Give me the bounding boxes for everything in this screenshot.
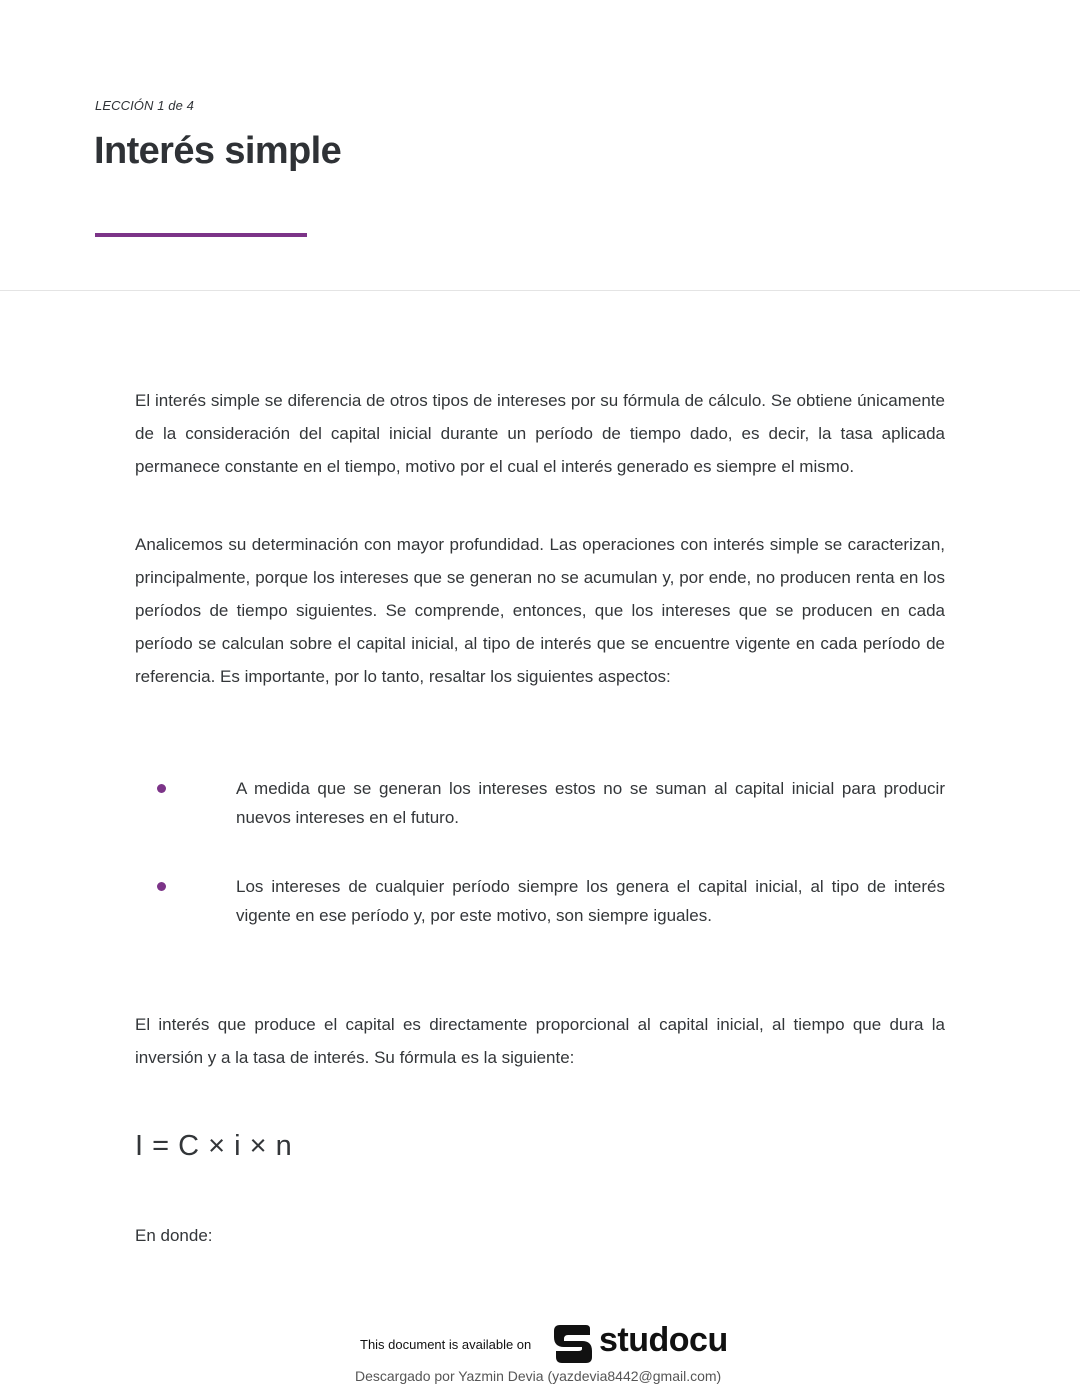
list-item	[135, 774, 945, 832]
lesson-header	[0, 0, 1080, 291]
studocu-brand[interactable]: studocu	[599, 1321, 728, 1359]
where-label: En donde:	[135, 1226, 213, 1245]
available-on-text: This document is available on	[360, 1337, 532, 1352]
aspects-list	[135, 774, 945, 970]
bullet-icon	[157, 784, 166, 793]
list-item-text: Los intereses de cualquier período siempre los genera el capital inicial, al tipo de interés vigente en ese período y, por este motivo, son siempre iguales.	[236, 877, 945, 925]
downloaded-by-text: Descargado por Yazmin Devia (yazdevia8442@gmail.com)	[355, 1368, 722, 1384]
studocu-logo-icon[interactable]	[552, 1323, 594, 1365]
paragraph-analysis: Analicemos su determinación con mayor profundidad. Las operaciones con interés simple se caracterizan, principalmente, porque los intereses que se generan no se acumulan y, por ende, no producen renta en los períodos de tiempo siguientes. Se comprende, entonces, que los intereses que se producen en cada período se calculan sobre el capital inicial, al tipo de interés que se encuentre vigente en cada período de referencia. Es importante, por lo tanto, resaltar los siguientes aspectos:	[135, 535, 945, 686]
paragraph-intro: El interés simple se diferencia de otros tipos de intereses por su fórmula de cálculo. Se obtiene únicamente de la consideración del capital inicial durante un período de tiempo dado, es decir, la tasa aplicada permanece constante en el tiempo, motivo por el cual el interés generado es siempre el mismo.	[135, 391, 945, 476]
list-item	[135, 872, 945, 930]
studocu-footer	[0, 1318, 1080, 1397]
paragraph-formula-intro: El interés que produce el capital es directamente proporcional al capital inicial, al tiempo que dura la inversión y a la tasa de interés. Su fórmula es la siguiente:	[135, 1015, 945, 1067]
title-underline-divider	[95, 233, 307, 237]
lesson-title: Interés simple	[94, 130, 342, 172]
simple-interest-formula: I = C × i × n	[135, 1130, 293, 1162]
lesson-counter: LECCIÓN 1 de 4	[95, 98, 194, 113]
list-item-text: A medida que se generan los intereses estos no se suman al capital inicial para producir nuevos intereses en el futuro.	[236, 779, 945, 827]
bullet-icon	[157, 882, 166, 891]
